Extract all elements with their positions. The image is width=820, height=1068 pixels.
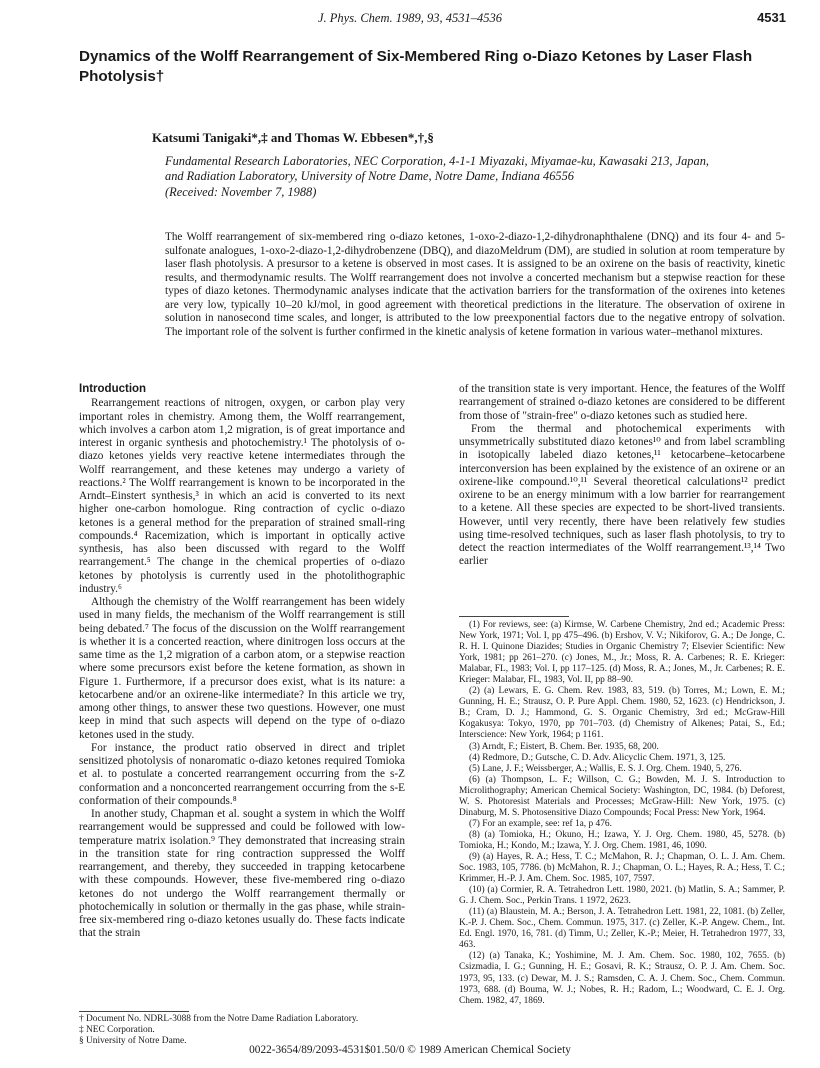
paragraph: In another study, Chapman et al. sought a system in which the Wolff rearrangement would be suppressed and could be followed with low-temperature matrix isolation.⁹ They demonstrated that increasing strain in the transition state for ring contraction suppressed the Wolff rearrangement, and thereby, they succeeded in trapping ketocarbene with these compounds. However, these five-membered ring o-diazo ketones do not undergo the Wolff rearrangement thermally or photochemically in solution or thermally in the gas phase, while strain-free six-membered ring o-diazo ketones usually do. These facts indicate that the strain [79,808,405,940]
paragraph: Rearrangement reactions of nitrogen, oxygen, or carbon play very important roles in chemistry. Among them, the Wolff rearrangement, which involves a carbon atom 1,2 migration, is of great importance and interest in organic synthesis and photochemistry.¹ The photolysis of o-diazo ketones yields very reactive ketene intermediates through the Wolff rearrangement, and these ketenes may undergo a variety of reactions.² The Wolff rearrangement is known to be incorporated in the Arndt–Einstert synthesis,³ in which an acid is converted to its next higher one-carbon homologue. Ring contraction of cyclic o-diazo ketones is a general method for the preparation of strained small-ring compounds.⁴ Racemization, which is important in optically active synthesis, has also been discussed with regard to the Wolff rearrangement.⁵ The change in the chemical properties of o-diazo ketones by photolysis is currently used in the photolithographic industry.⁶ [79,397,405,595]
author-footnotes [79,1014,405,1047]
footnote: § University of Notre Dame. [79,1036,187,1046]
reference-item: (5) Lane, J. F.; Weissberger, A.; Wallis, E. S. J. Org. Chem. 1940, 5, 276. [469,763,742,774]
affiliation-1: Fundamental Research Laboratories, NEC Corporation, 4-1-1 Miyazaki, Miyamae-ku, Kawasaki 213, Japan, [165,154,709,168]
reference-item: (3) Arndt, F.; Eistert, B. Chem. Ber. 1935, 68, 200. [469,741,659,752]
reference-item: (1) For reviews, see: (a) Kirmse, W. Carbene Chemistry, 2nd ed.; Academic Press: New York, 1971; Vol. I, pp 475–496. (b) Ershov, V. V.; Nikiforov, G. A.; De Jonge, C. R. H. I. Quinone Diazides; Studies in Organic Chemistry 7; Elsevier Scientific: New York, 1981; pp 261–270. (c) Jones, M., Jr.; Moss, R. A. Carbenes; R. E. Krieger: Malabar, FL, 1983; Vol. I, pp 117–125. (d) Moss, R. A.; Jones, M., Jr. Carbenes; R. E. Krieger: Malabar, FL, 1983, Vol. II, pp 88–90. [459,620,785,686]
section-heading-introduction: Introduction [79,383,147,395]
reference-item: (6) (a) Thompson, L. F.; Willson, C. G.; Bowden, M. J. S. Introduction to Microlithography; American Chemical Society: Washington, DC, 1984. (b) Deforest, W. S. Photoresist Materials and Processes; McGraw-Hill: New York, 1975. (c) Dinaburg, M. S. Photosensitive Diazo Compounds; Focal Press: New York, 1964. [459,774,785,818]
footnote: † Document No. NDRL-3088 from the Notre Dame Radiation Laboratory. [79,1014,359,1024]
article-authors: Katsumi Tanigaki*,‡ and Thomas W. Ebbesen*,†,§ [152,130,434,145]
paragraph: Although the chemistry of the Wolff rearrangement has been widely used in many fields, the mechanism of the Wolff rearrangement is still being debated.⁷ The focus of the discussion on the Wolff rearrangement is whether it is a concerted reaction, where dinitrogen loss occurs at the same time as the 1,2 migration of a carbon atom, or a stepwise reaction where some precursors exist before the ketene formation, as shown in Figure 1. Furthermore, if a precursor does exist, what is its nature: a ketocarbene and/or an oxirene-like intermediate? In this article we try, among other things, to answer these two questions. However, one must keep in mind that such aspects will depend on the type of o-diazo ketones used in the study. [79,596,405,741]
article-title: Dynamics of the Wolff Rearrangement of Six-Membered Ring o-Diazo Ketones by Laser Flash Photolysis† [79,48,753,85]
copyright-footer: 0022-3654/89/2093-4531$01.50/0 © 1989 American Chemical Society [249,1044,571,1056]
running-header [0,9,820,29]
left-column [79,383,405,941]
references [459,620,785,1007]
affiliations [165,154,785,200]
received-date: (Received: November 7, 1988) [165,184,317,199]
reference-item: (12) (a) Tanaka, K.; Yoshimine, M. J. Am. Chem. Soc. 1980, 102, 7655. (b) Csizmadia, I. G.; Gunning, H. E.; Gosavi, R. K.; Strausz, O. P. J. Am. Chem. Soc. 1973, 95, 133. (c) Dewar, M. J. S.; Ramsden, C. A. J. Chem. Soc., Chem. Commun. 1973, 688. (d) Bouma, W. J.; Nobes, R. H.; Radom, L.; Woodward, C. E. J. Org. Chem. 1982, 47, 1869. [459,951,785,1006]
footnote: ‡ NEC Corporation. [79,1025,155,1035]
right-column [459,383,785,569]
page-number: 4531 [757,10,786,25]
journal-citation: J. Phys. Chem. 1989, 93, 4531–4536 [317,11,502,25]
affiliation-2: and Radiation Laboratory, University of Notre Dame, Notre Dame, Indiana 46556 [165,169,574,184]
reference-item: (8) (a) Tomioka, H.; Okuno, H.; Izawa, Y. J. Org. Chem. 1980, 45, 5278. (b) Tomioka, H.; Kondo, M.; Izawa, Y. J. Org. Chem. 1981, 46, 1090. [459,829,785,851]
reference-item: (11) (a) Blaustein, M. A.; Berson, J. A. Tetrahedron Lett. 1981, 22, 1081. (b) Zeller, K.-P. J. Chem. Soc., Chem. Commun. 1975, 317. (c) Zeller, K.-P. Angew. Chem., Int. Ed. Engl. 1970, 16, 781. (d) Timm, U.; Zeller, K.-P.; Meier, H. Tetrahedron 1977, 33, 463. [459,907,785,951]
reference-item: (9) (a) Hayes, R. A.; Hess, T. C.; McMahon, R. J.; Chapman, O. L. J. Am. Chem. Soc. 1983, 105, 7786. (b) McMahon, R. J.; Chapman, O. L.; Hayes, R. A.; Hess, T. C.; Krimmer, H.-P. J. Am. Chem. Soc. 1985, 107, 7597. [459,851,785,885]
footnote-divider [79,1011,189,1012]
reference-item: (2) (a) Lewars, E. G. Chem. Rev. 1983, 83, 519. (b) Torres, M.; Lown, E. M.; Gunning, H. E.; Strausz, O. P. Pure Appl. Chem. 1980, 52, 1623. (c) Hendrickson, J. B.; Cram, D. J.; Hammond, G. S. Organic Chemistry, 3rd ed.; McGraw-Hill Kogakusya: Tokyo, 1970, pp 701–703. (d) Chemistry of Alkenes; Patai, S., Ed.; Interscience: New York, 1964; p 1161. [459,686,785,741]
paragraph: From the thermal and photochemical experiments with unsymmetrically substituted diazo ketones¹⁰ and from label scrambling in isotopically labeled diazo ketones,¹¹ ketocarbene–ketocarbene interconversion has been explained by the existence of an oxirene or an oxirene-like compound.¹⁰,¹¹ Several theoretical calculations¹² predict oxirene to be an energy minimum with a low barrier for rearrangement to a ketene. All these species are expected to be short-lived transients. However, until very recently, there have been relatively few studies using time-resolved techniques, such as laser flash photolysis, to try to detect the reaction intermediates of the Wolff rearrangement.¹³,¹⁴ Two earlier [459,422,785,568]
abstract: The Wolff rearrangement of six-membered ring o-diazo ketones, 1-oxo-2-diazo-1,2-dihydronaphthalene (DNQ) and its four 4- and 5-sulfonate analogues, 1-oxo-2-diazo-1,2-dihydrobenzene (DBQ), and diazoMeldrum (DM), are studied in solution at room temperature by laser flash photolysis. A presursor to a ketene is observed in most cases. It is assigned to be an oxirene on the basis of reactivity, kinetic results, and thermodynamic results. The Wolff rearrangement does not involve a concerted mechanism but a stepwise reaction for these types of diazo ketones. Thermodynamic analyses indicate that the activation barriers for the transformation of the oxirenes into ketenes are very low, typically 10–20 kJ/mol, in good agreement with theoretical predictions in the literature. The observation of oxirene in solution in nanosecond time scales, and longer, is attributed to the low preexponential factors due to the negative entropy of solvation. The important role of the solvent is further confirmed in the kinetic analysis of ketene formation in various water–methanol mixtures. [165,231,785,338]
reference-item: (4) Redmore, D.; Gutsche, C. D. Adv. Alicyclic Chem. 1971, 3, 125. [469,752,726,763]
paragraph: of the transition state is very important. Hence, the features of the Wolff rearrangement of strained o-diazo ketones are considered to be different from those of "strain-free" o-diazo ketones such as studied here. [459,383,785,422]
reference-item: (10) (a) Cormier, R. A. Tetrahedron Lett. 1980, 2021. (b) Matlin, S. A.; Sammer, P. G. J. Chem. Soc., Perkin Trans. 1 1972, 2623. [459,885,785,907]
reference-item: (7) For an example, see: ref 1a, p 476. [469,818,612,829]
references-divider [459,616,569,617]
paragraph: For instance, the product ratio observed in direct and triplet sensitized photolysis of nonaromatic o-diazo ketones required Tomioka et al. to postulate a concerted rearrangement occurring from the s-Z conformation and a nonconcerted rearrangement occurring from the s-E conformation of their compounds.⁸ [79,741,405,807]
